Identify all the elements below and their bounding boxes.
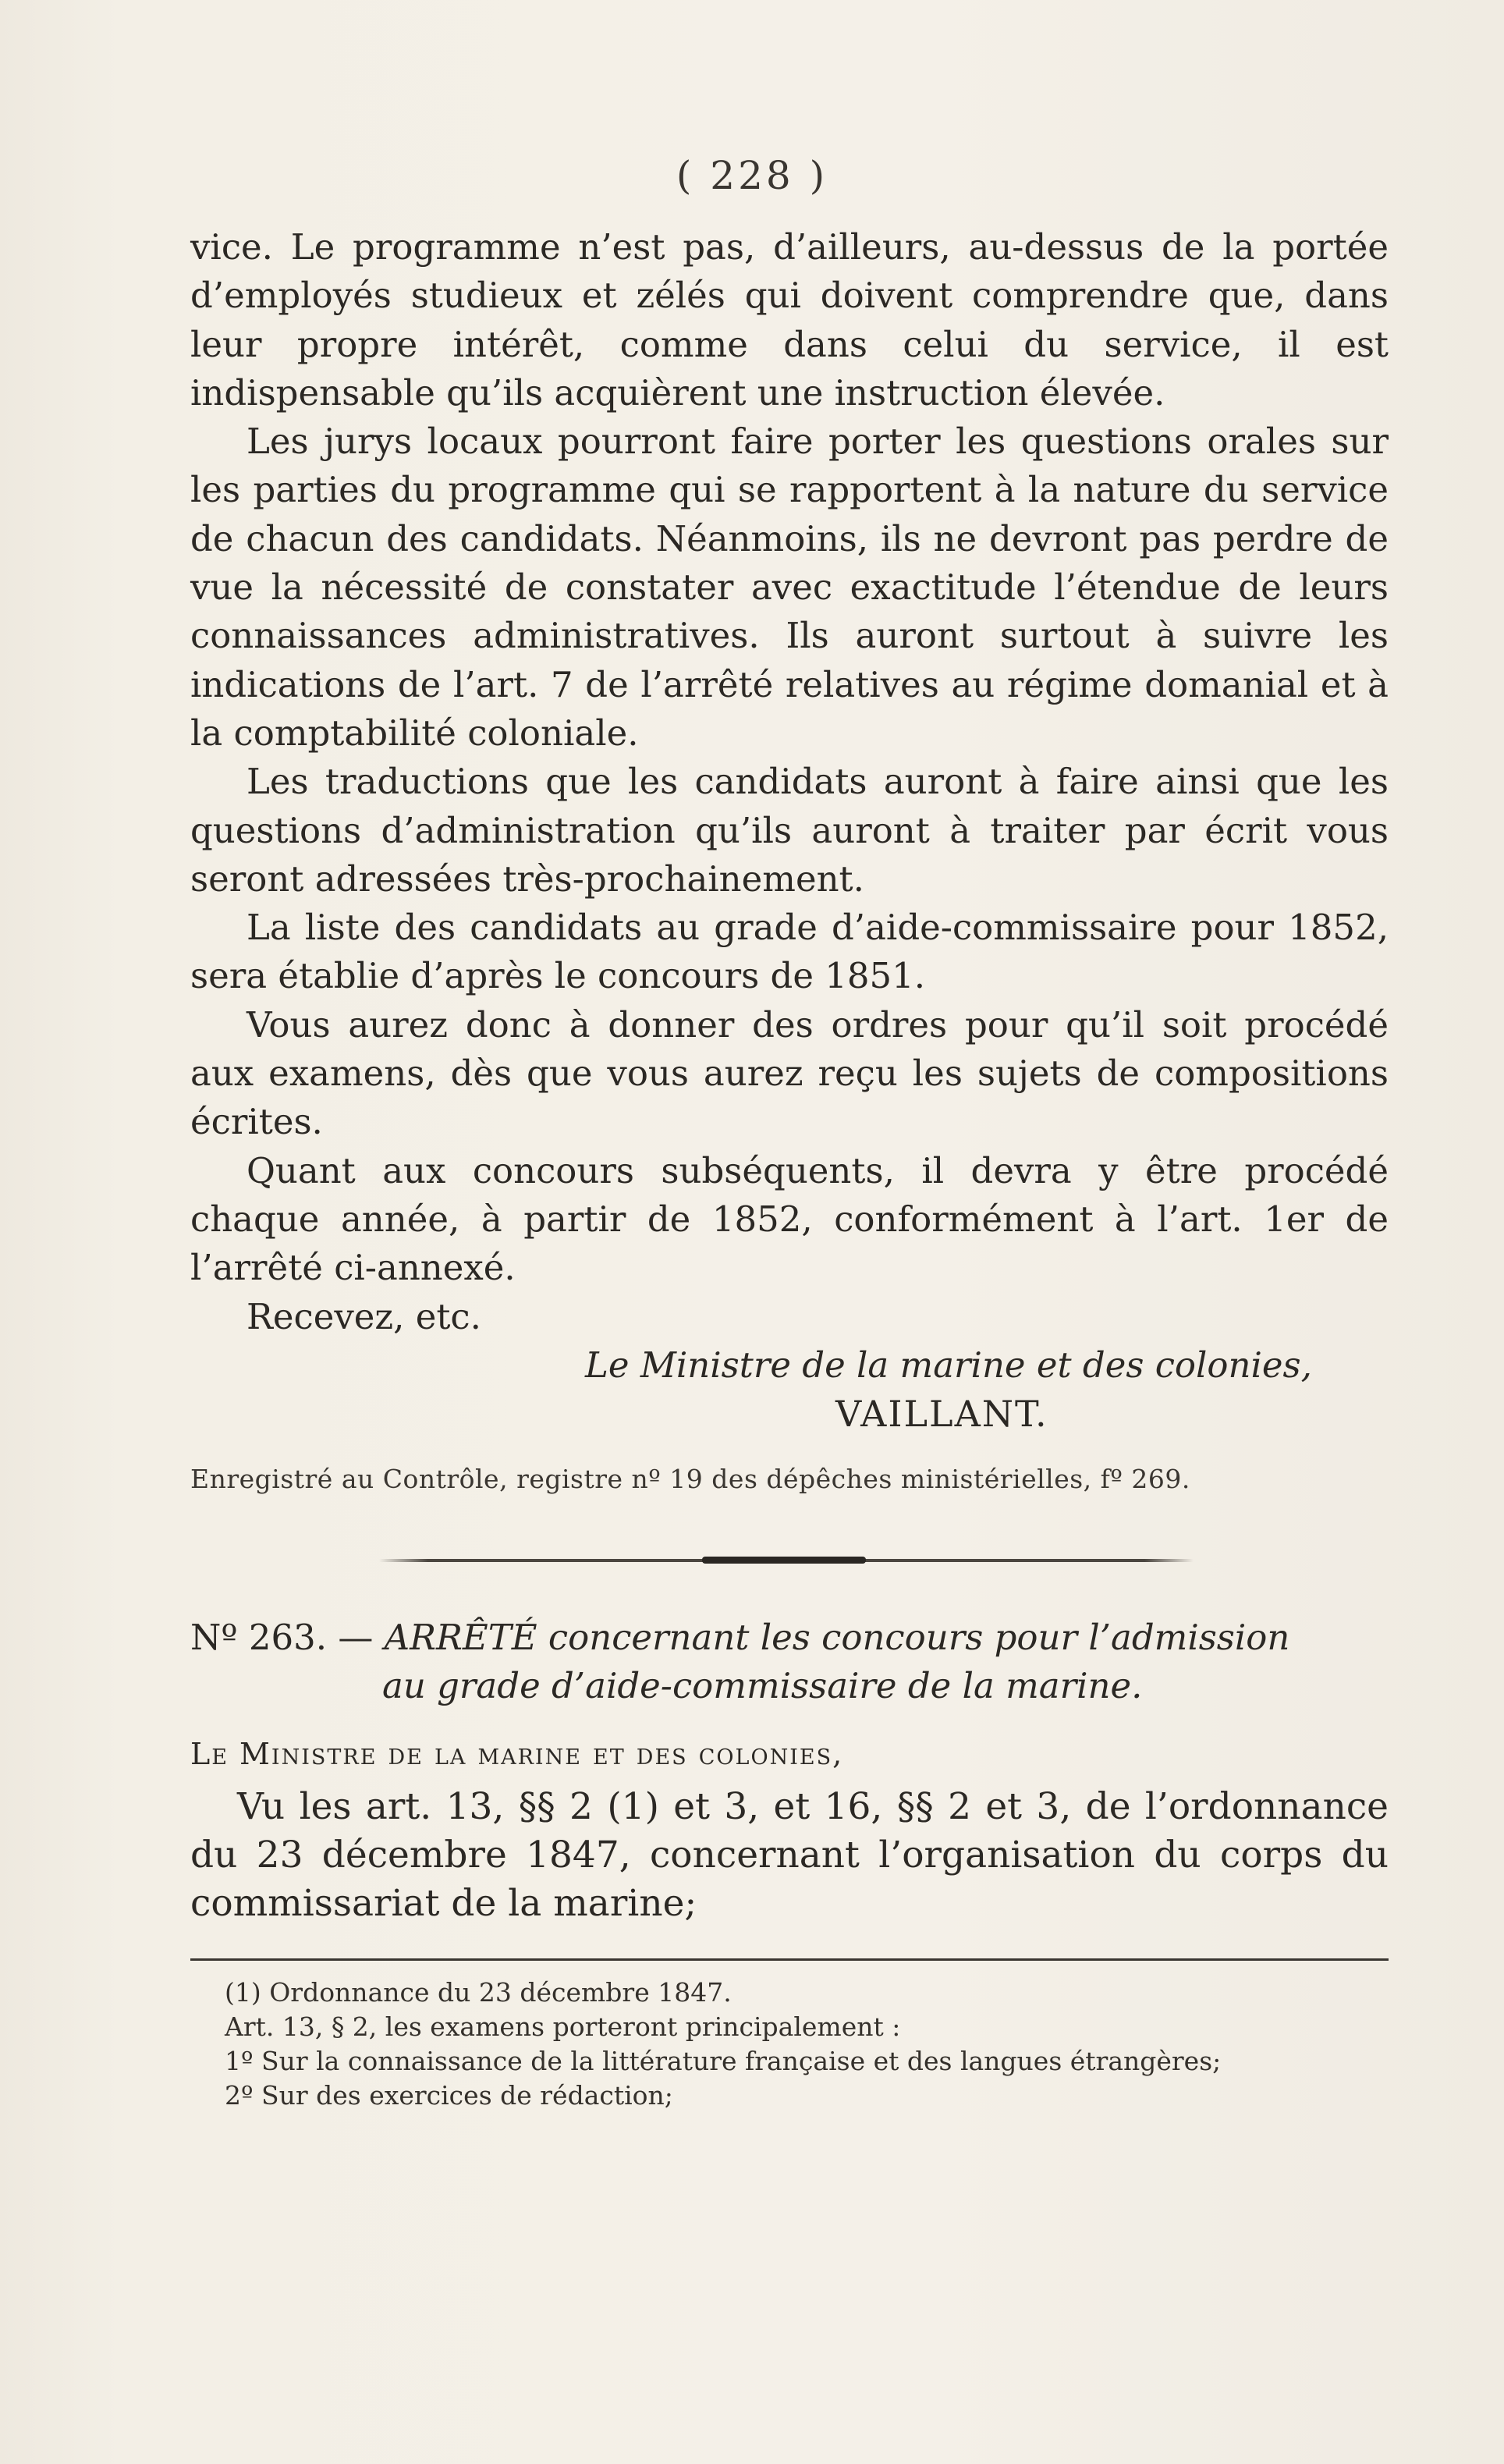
footnote-rule xyxy=(190,1958,1389,1961)
minister-line: Le Ministre de la marine et des colonies, xyxy=(190,1737,844,1771)
signature-name: VAILLANT. xyxy=(835,1393,1048,1436)
paragraph: Quant aux concours subséquents, il devra y être procédé chaque année, à partir de 1852, conformément à l’art. 1er de l’arrêté ci-annexé. xyxy=(190,1149,1389,1289)
decree-number: Nº 263. — xyxy=(190,1617,374,1658)
paragraph: Vous aurez donc à donner des ordres pour qu’il soit procédé aux examens, dès que vous aurez reçu les sujets de compositions écrites. xyxy=(190,1003,1389,1143)
registration-note: Enregistré au Contrôle, registre nº 19 des dépêches ministérielles, fº 269. xyxy=(190,1464,1190,1494)
decree-heading xyxy=(190,1614,1389,1710)
footnote: 2º Sur des exercices de rédaction; xyxy=(225,2080,673,2111)
decree-title-line1: ARRÊTÉ concernant les concours pour l’admission xyxy=(384,1617,1290,1658)
signature-title: Le Ministre de la marine et des colonies, xyxy=(585,1344,1312,1386)
paragraph: La liste des candidats au grade d’aide-commissaire pour 1852, sera établie d’après le concours de 1851. xyxy=(190,907,1389,997)
footnote: Art. 13, § 2, les examens porteront principalement : xyxy=(225,2011,901,2042)
circular-body xyxy=(190,223,1389,1438)
footnote: 1º Sur la connaissance de la littérature française et des langues étrangères; xyxy=(225,2046,1222,2076)
footnote: (1) Ordonnance du 23 décembre 1847. xyxy=(225,1977,732,2008)
vu-section xyxy=(190,1783,1389,1928)
footnotes xyxy=(190,1976,1389,2113)
paragraph: Recevez, etc. xyxy=(247,1295,481,1337)
paragraph: vice. Le programme n’est pas, d’ailleurs, au-dessus de la portée d’employés studieux et zélés qui doivent comprendre que, dans leur propre intérêt, comme dans celui du service, il est indispensable qu’ils acquièrent une instruction élevée. xyxy=(190,226,1389,414)
paragraph: Les jurys locaux pourront faire porter les questions orales sur les parties du programme qui se rapportent à la nature du service de chacun des candidats. Néanmoins, ils ne devront pas perdre de vue la nécessité de constater avec exactitude l’étendue de leurs connaissances administratives. Ils auront surtout à suivre les indications de l’art. 7 de l’arrêté relatives au régime domanial et à la comptabilité coloniale. xyxy=(190,421,1389,754)
separator-ornament xyxy=(702,1557,866,1564)
decree-title-line2: au grade d’aide-commissaire de la marine. xyxy=(382,1665,1143,1706)
page-number: ( 228 ) xyxy=(676,153,828,198)
paragraph: Les traductions que les candidats auront à faire ainsi que les questions d’administration qu’ils auront à traiter par écrit vous seront adressées très-prochainement. xyxy=(190,761,1389,900)
vu-paragraph: Vu les art. 13, §§ 2 (1) et 3, et 16, §§ 2 et 3, de l’ordonnance du 23 décembre 1847, concernant l’organisation du corps du commissariat de la marine; xyxy=(190,1785,1389,1925)
